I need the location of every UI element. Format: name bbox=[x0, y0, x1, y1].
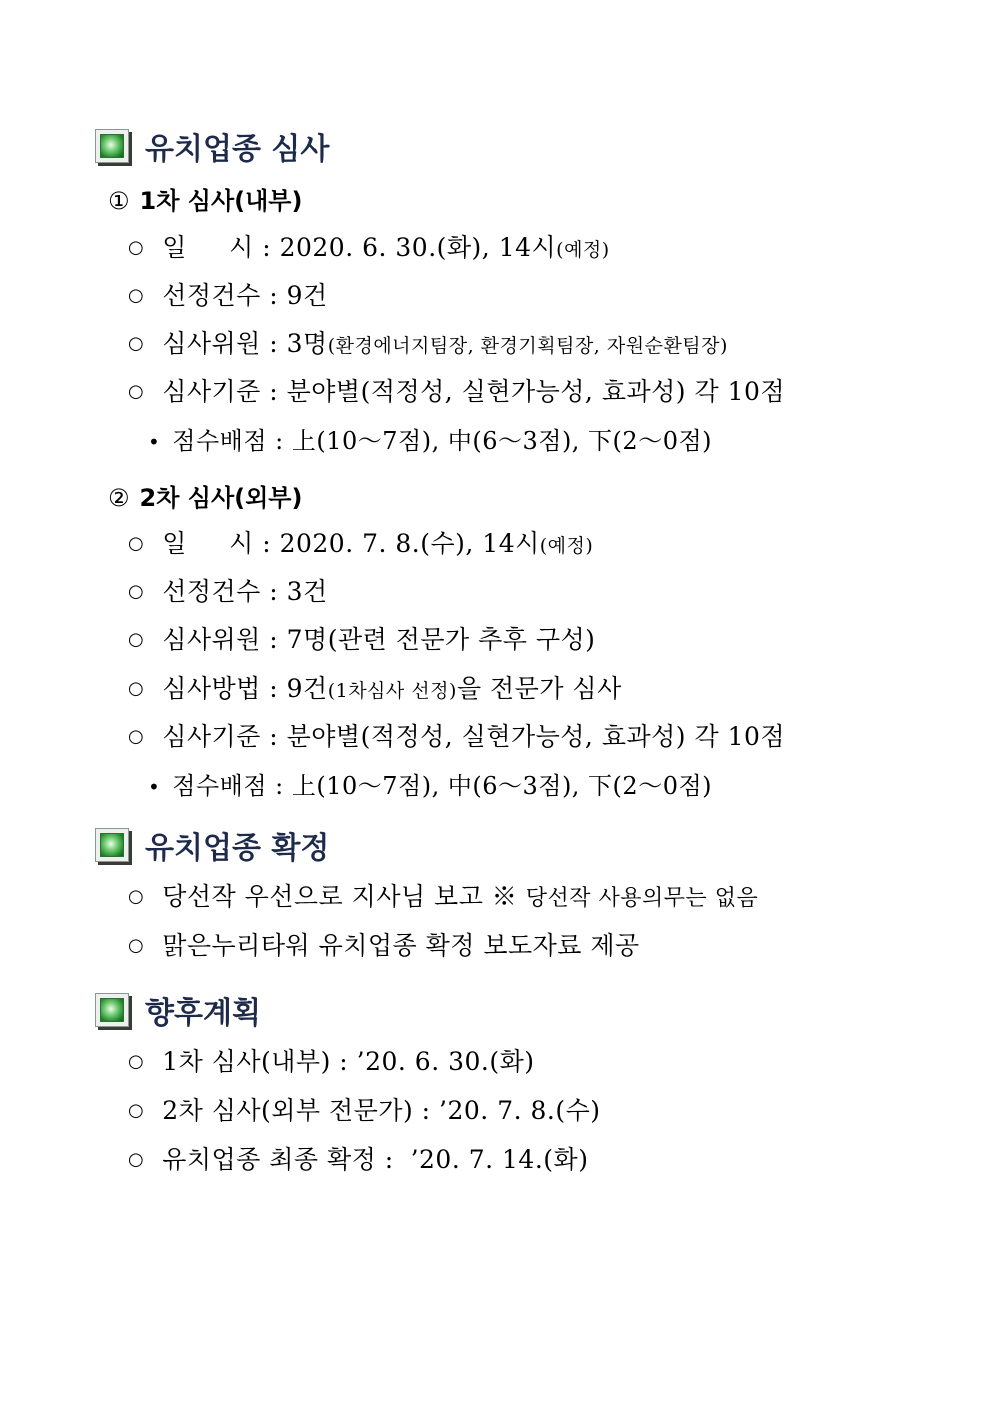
circled-number: ① bbox=[108, 187, 130, 215]
item-small-text: (예정) bbox=[556, 239, 610, 261]
circle-bullet-icon: ○ bbox=[128, 886, 145, 907]
list-item bbox=[128, 669, 622, 705]
circle-bullet-icon: ○ bbox=[128, 935, 145, 956]
item-text: 심사위원 : 7명(관련 전문가 추후 구성) bbox=[162, 625, 596, 654]
section-title: 향후계획 bbox=[145, 996, 261, 1031]
circle-bullet-icon: ○ bbox=[128, 237, 145, 258]
section-heading bbox=[95, 988, 261, 1032]
circle-bullet-icon: ○ bbox=[128, 629, 145, 650]
list-item bbox=[128, 276, 328, 312]
section-heading bbox=[95, 124, 329, 168]
item-text: 맑은누리타워 유치업종 확정 보도자료 제공 bbox=[162, 931, 640, 960]
item-text: 심사위원 : 3명 bbox=[162, 329, 328, 358]
stage-heading bbox=[108, 181, 302, 216]
item-text-rest: 을 전문가 심사 bbox=[456, 674, 622, 703]
dot-bullet-icon: • bbox=[148, 775, 161, 799]
item-small-text: (1차심사 선정) bbox=[327, 680, 457, 702]
section-title: 유치업종 심사 bbox=[145, 132, 330, 167]
circle-bullet-icon: ○ bbox=[128, 381, 145, 402]
circle-bullet-icon: ○ bbox=[128, 1100, 145, 1121]
list-item bbox=[128, 1042, 535, 1078]
circle-bullet-icon: ○ bbox=[128, 726, 145, 747]
circle-bullet-icon: ○ bbox=[128, 581, 145, 602]
list-item bbox=[128, 324, 728, 360]
green-square-bullet-icon bbox=[95, 129, 129, 163]
item-text: 1차 심사(내부) : ’20. 6. 30.(화) bbox=[162, 1047, 535, 1076]
section-title: 유치업종 확정 bbox=[145, 831, 330, 866]
list-item bbox=[128, 228, 610, 264]
list-item bbox=[128, 717, 785, 753]
stage-title: 1차 심사(내부) bbox=[139, 187, 303, 215]
item-note: 당선작 사용의무는 없음 bbox=[525, 886, 759, 911]
item-text: 2차 심사(외부 전문가) : ’20. 7. 8.(수) bbox=[162, 1096, 601, 1125]
sub-item-text: 점수배점 : 上(10～7점), 中(6～3점), 下(2～0점) bbox=[172, 772, 713, 800]
list-item bbox=[128, 1091, 601, 1127]
list-item bbox=[128, 524, 593, 560]
circle-bullet-icon: ○ bbox=[128, 333, 145, 354]
item-text: 당선작 우선으로 지사님 보고 ※ bbox=[162, 882, 526, 911]
list-item bbox=[128, 620, 595, 656]
item-text: 심사기준 : 분야별(적정성, 실현가능성, 효과성) 각 10점 bbox=[162, 377, 786, 406]
item-text: 선정건수 : 9건 bbox=[162, 281, 328, 310]
circle-bullet-icon: ○ bbox=[128, 533, 145, 554]
item-text: 선정건수 : 3건 bbox=[162, 577, 328, 606]
item-small-text: (환경에너지팀장, 환경기획팀장, 자원순환팀장) bbox=[327, 335, 728, 357]
item-text: 심사기준 : 분야별(적정성, 실현가능성, 효과성) 각 10점 bbox=[162, 722, 786, 751]
list-item bbox=[128, 372, 785, 408]
item-text: 일 시 : 2020. 7. 8.(수), 14시 bbox=[162, 529, 540, 558]
circle-bullet-icon: ○ bbox=[128, 678, 145, 699]
stage-title: 2차 심사(외부) bbox=[139, 484, 303, 512]
green-square-bullet-icon bbox=[95, 993, 129, 1027]
item-text: 심사방법 : 9건 bbox=[162, 674, 328, 703]
circle-bullet-icon: ○ bbox=[128, 1051, 145, 1072]
dot-bullet-icon: • bbox=[148, 430, 161, 454]
sub-item bbox=[148, 421, 712, 456]
circled-number: ② bbox=[108, 484, 130, 512]
list-item bbox=[128, 877, 758, 913]
circle-bullet-icon: ○ bbox=[128, 1149, 145, 1170]
item-text: 일 시 : 2020. 6. 30.(화), 14시 bbox=[162, 233, 557, 262]
list-item bbox=[128, 572, 328, 608]
list-item bbox=[128, 926, 640, 962]
sub-item bbox=[148, 766, 712, 801]
green-square-bullet-icon bbox=[95, 828, 129, 862]
stage-heading bbox=[108, 478, 302, 513]
circle-bullet-icon: ○ bbox=[128, 285, 145, 306]
list-item bbox=[128, 1140, 588, 1176]
item-text: 유치업종 최종 확정 : ’20. 7. 14.(화) bbox=[162, 1145, 589, 1174]
section-heading bbox=[95, 823, 329, 867]
sub-item-text: 점수배점 : 上(10～7점), 中(6～3점), 下(2～0점) bbox=[172, 427, 713, 455]
item-small-text: (예정) bbox=[539, 535, 594, 557]
